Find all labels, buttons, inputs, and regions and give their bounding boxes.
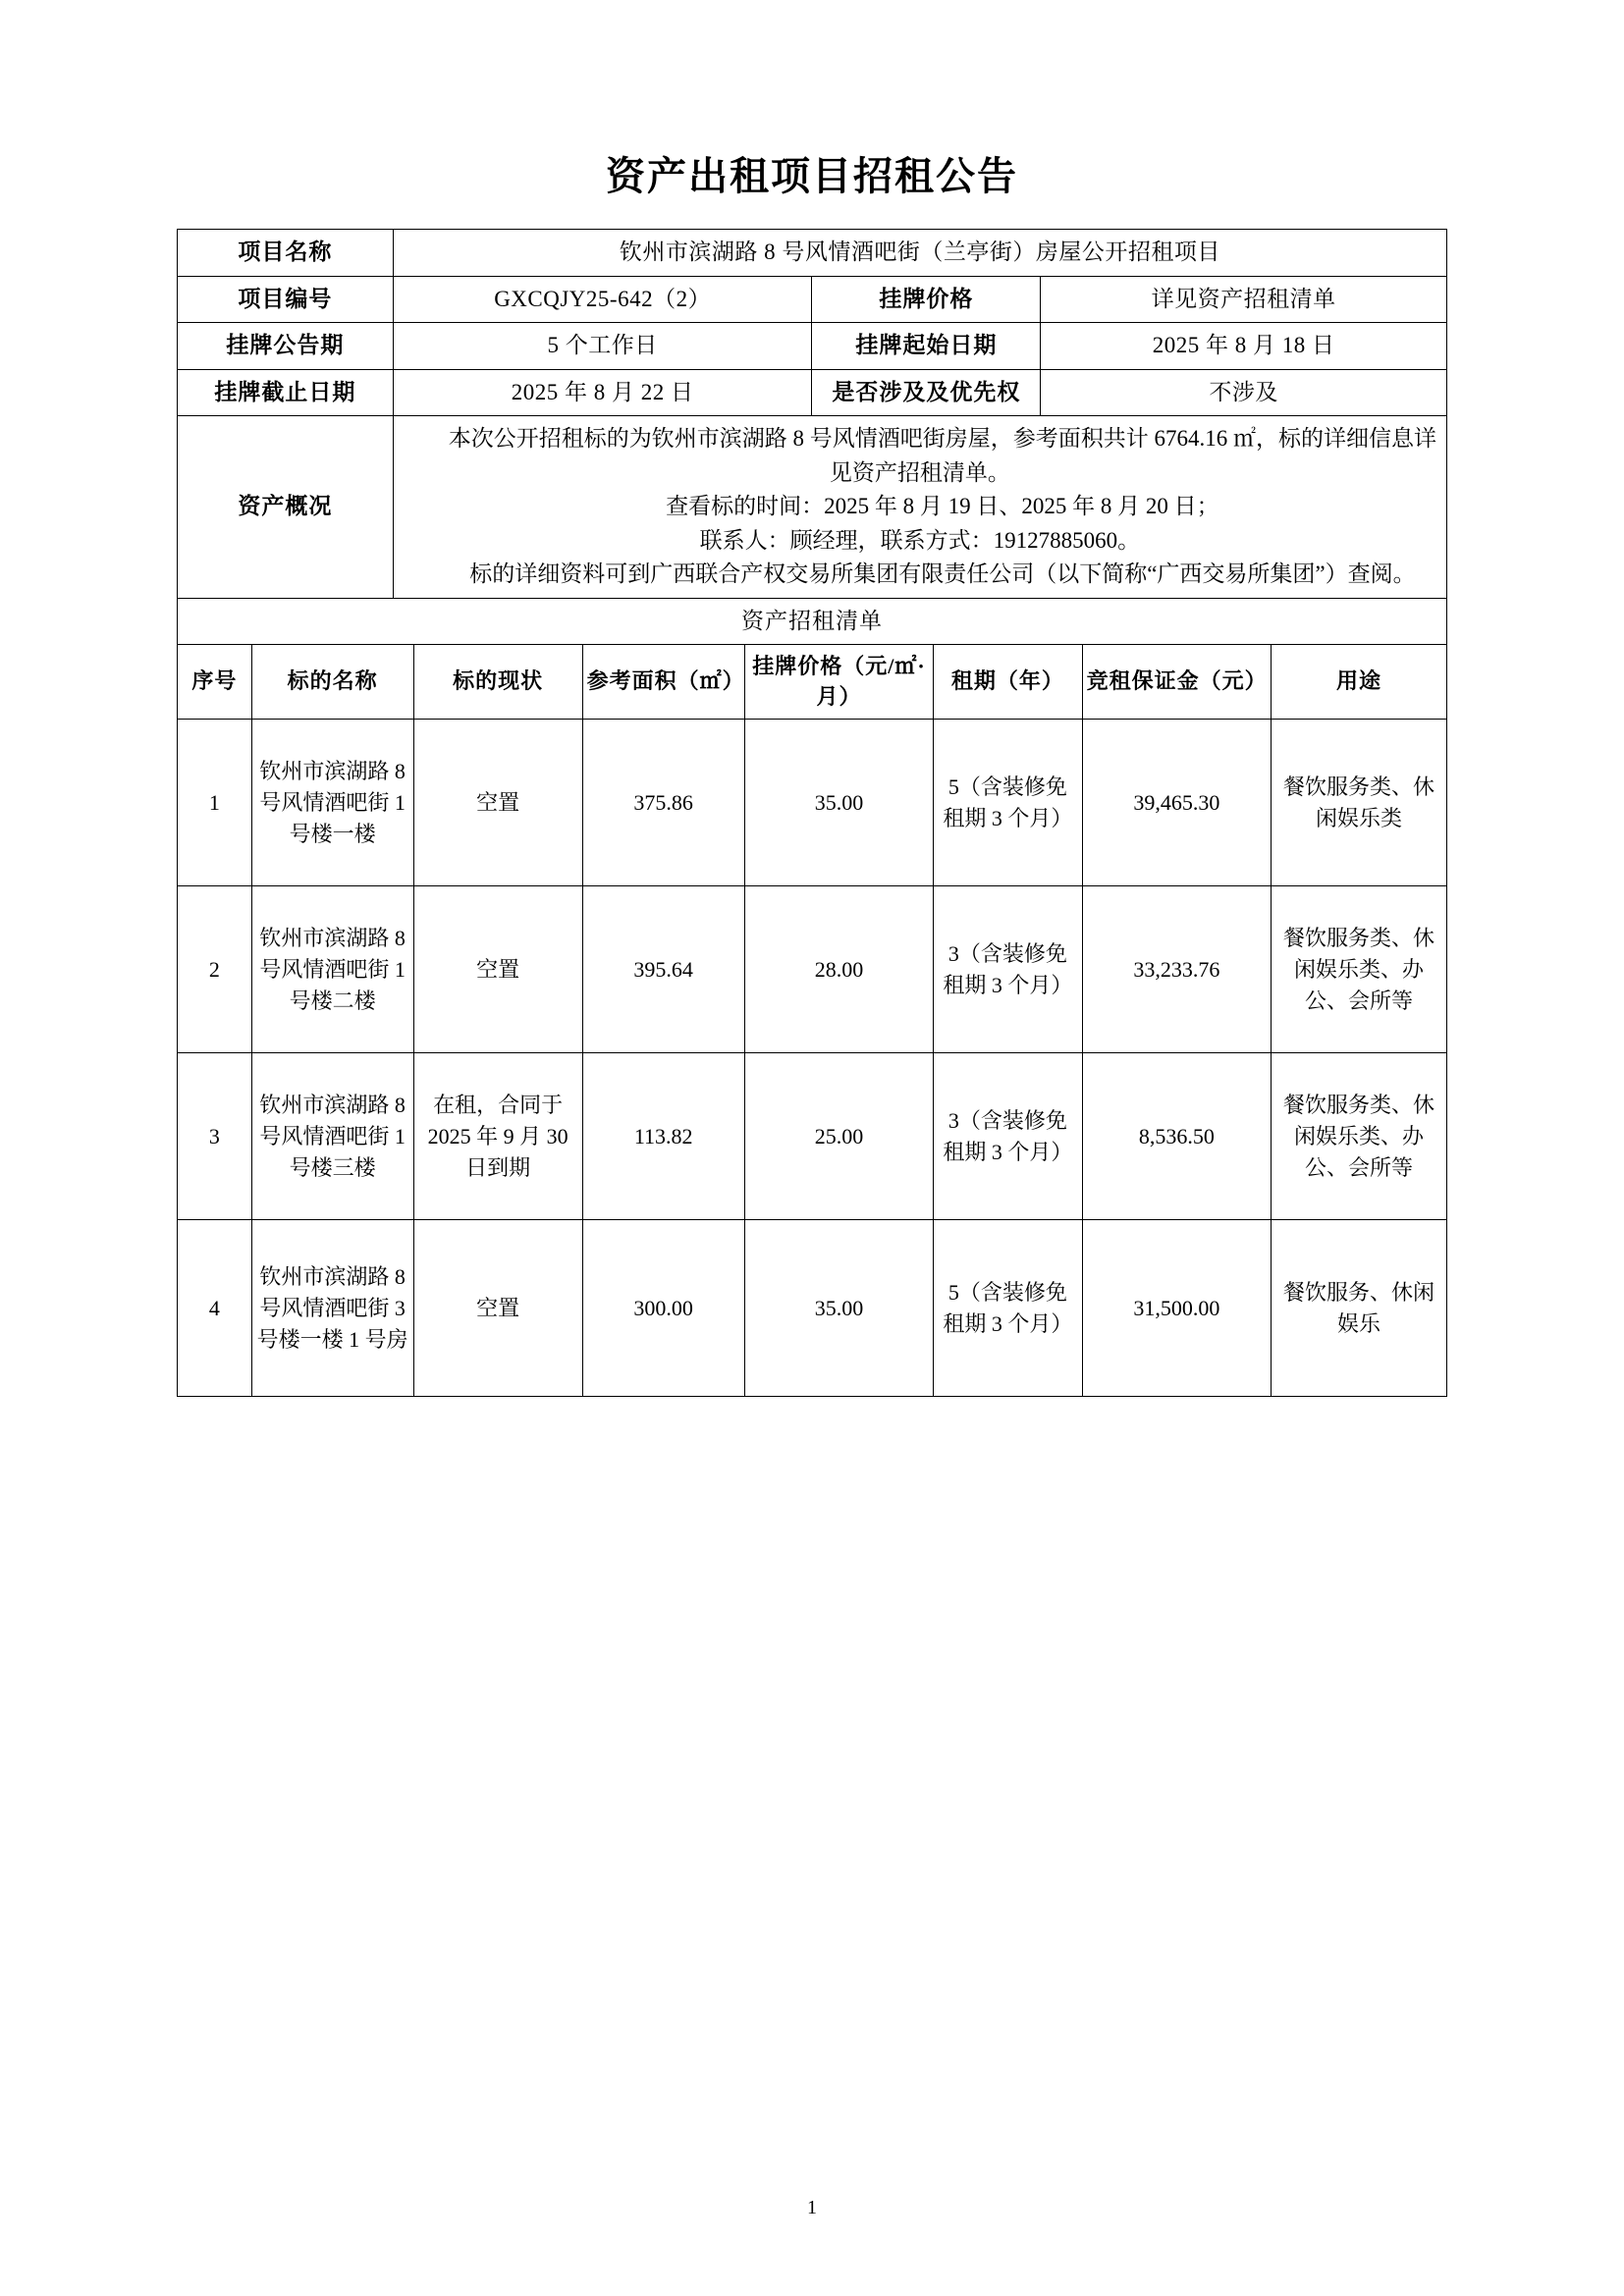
header-term: 租期（年） xyxy=(934,644,1082,720)
cell-no: 4 xyxy=(178,1220,252,1397)
header-status: 标的现状 xyxy=(413,644,582,720)
cell-area: 375.86 xyxy=(582,720,744,886)
table-row xyxy=(178,416,1447,599)
cell-area: 113.82 xyxy=(582,1053,744,1220)
priority-value: 不涉及 xyxy=(1041,369,1447,416)
cell-status: 空置 xyxy=(413,886,582,1053)
cell-name: 钦州市滨湖路 8 号风情酒吧街 3 号楼一楼 1 号房 xyxy=(251,1220,413,1397)
cell-price: 28.00 xyxy=(744,886,934,1053)
cell-name: 钦州市滨湖路 8 号风情酒吧街 1 号楼一楼 xyxy=(251,720,413,886)
table-row xyxy=(178,1053,1447,1220)
cell-term: 5（含装修免租期 3 个月） xyxy=(934,720,1082,886)
overview-paragraph-2: 查看标的时间：2025 年 8 月 19 日、2025 年 8 月 20 日； xyxy=(666,494,1219,518)
asset-listing-table xyxy=(177,644,1447,1398)
table-row xyxy=(178,886,1447,1053)
cell-status: 在租，合同于 2025 年 9 月 30 日到期 xyxy=(413,1053,582,1220)
cell-usage: 餐饮服务、休闲娱乐 xyxy=(1272,1220,1447,1397)
overview-paragraph-1: 本次公开招租标的为钦州市滨湖路 8 号风情酒吧街房屋，参考面积共计 6764.16 ㎡，标的详细信息详见资产招租清单。 xyxy=(448,426,1437,485)
end-date-value: 2025 年 8 月 22 日 xyxy=(393,369,812,416)
table-row xyxy=(178,323,1447,370)
cell-name: 钦州市滨湖路 8 号风情酒吧街 1 号楼三楼 xyxy=(251,1053,413,1220)
project-name-label: 项目名称 xyxy=(178,230,394,277)
header-usage: 用途 xyxy=(1272,644,1447,720)
cell-term: 5（含装修免租期 3 个月） xyxy=(934,1220,1082,1397)
cell-deposit: 33,233.76 xyxy=(1082,886,1272,1053)
project-name-value: 钦州市滨湖路 8 号风情酒吧街（兰亭街）房屋公开招租项目 xyxy=(393,230,1446,277)
header-no: 序号 xyxy=(178,644,252,720)
announce-period-label: 挂牌公告期 xyxy=(178,323,394,370)
table-row xyxy=(178,230,1447,277)
cell-area: 300.00 xyxy=(582,1220,744,1397)
cell-usage: 餐饮服务类、休闲娱乐类、办公、会所等 xyxy=(1272,1053,1447,1220)
table-row xyxy=(178,1220,1447,1397)
project-info-table xyxy=(177,229,1447,645)
page-title: 资产出租项目招租公告 xyxy=(606,154,1018,198)
cell-deposit: 31,500.00 xyxy=(1082,1220,1272,1397)
overview-paragraph-3: 联系人：顾经理，联系方式：19127885060。 xyxy=(699,527,1141,553)
start-date-value: 2025 年 8 月 18 日 xyxy=(1041,323,1447,370)
overview-paragraph-4: 标的详细资料可到广西联合产权交易所集团有限责任公司（以下简称“广西交易所集团”）查阅。 xyxy=(469,561,1416,586)
cell-no: 3 xyxy=(178,1053,252,1220)
header-price: 挂牌价格（元/㎡·月） xyxy=(744,644,934,720)
project-code-value: GXCQJY25-642（2） xyxy=(393,276,812,323)
end-date-label: 挂牌截止日期 xyxy=(178,369,394,416)
header-area: 参考面积（㎡） xyxy=(582,644,744,720)
announce-period-value: 5 个工作日 xyxy=(393,323,812,370)
cell-area: 395.64 xyxy=(582,886,744,1053)
cell-usage: 餐饮服务类、休闲娱乐类、办公、会所等 xyxy=(1272,886,1447,1053)
header-deposit: 竞租保证金（元） xyxy=(1082,644,1272,720)
cell-deposit: 39,465.30 xyxy=(1082,720,1272,886)
listing-price-label: 挂牌价格 xyxy=(812,276,1041,323)
cell-price: 25.00 xyxy=(744,1053,934,1220)
table-row xyxy=(178,720,1447,886)
asset-overview-value xyxy=(393,416,1446,599)
table-row xyxy=(178,276,1447,323)
cell-status: 空置 xyxy=(413,720,582,886)
cell-term: 3（含装修免租期 3 个月） xyxy=(934,1053,1082,1220)
header-name: 标的名称 xyxy=(251,644,413,720)
table-row xyxy=(178,598,1447,645)
cell-term: 3（含装修免租期 3 个月） xyxy=(934,886,1082,1053)
listing-price-value: 详见资产招租清单 xyxy=(1041,276,1447,323)
cell-no: 1 xyxy=(178,720,252,886)
cell-no: 2 xyxy=(178,886,252,1053)
page-number: 1 xyxy=(807,2197,817,2218)
cell-name: 钦州市滨湖路 8 号风情酒吧街 1 号楼二楼 xyxy=(251,886,413,1053)
listing-header-row xyxy=(178,644,1447,720)
listing-caption: 资产招租清单 xyxy=(178,598,1447,645)
table-row xyxy=(178,369,1447,416)
priority-label: 是否涉及及优先权 xyxy=(812,369,1041,416)
start-date-label: 挂牌起始日期 xyxy=(812,323,1041,370)
project-code-label: 项目编号 xyxy=(178,276,394,323)
cell-price: 35.00 xyxy=(744,1220,934,1397)
cell-price: 35.00 xyxy=(744,720,934,886)
cell-usage: 餐饮服务类、休闲娱乐类 xyxy=(1272,720,1447,886)
cell-status: 空置 xyxy=(413,1220,582,1397)
cell-deposit: 8,536.50 xyxy=(1082,1053,1272,1220)
asset-overview-label: 资产概况 xyxy=(178,416,394,599)
